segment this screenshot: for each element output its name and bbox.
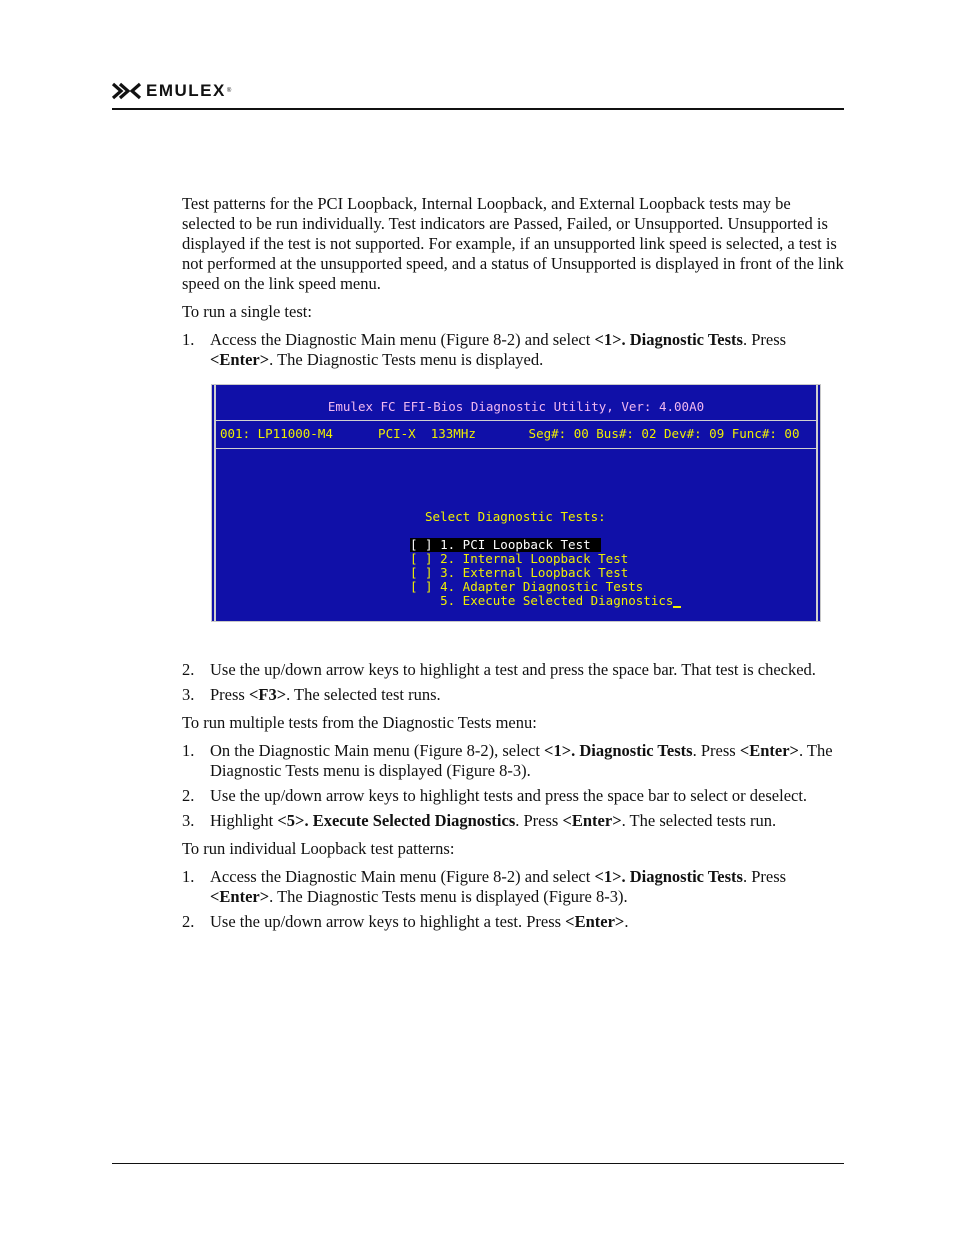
menu-item-internal-loopback[interactable]: [ ] 2. Internal Loopback Test [410,551,629,566]
intro-paragraph: Test patterns for the PCI Loopback, Internal Loopback, and External Loopback tests may be selected to be run individually. Test indicators are Passed, Failed, or Unsupported. Unsupported is displayed if the test is not supported. For example, if an unsupported link speed is selected, a test is not performed at the unsupported speed, and a status of Unsupported is displayed in front of the link speed on the link speed menu. [182,194,844,293]
multiple-tests-step-2 [182,786,844,806]
step-text: . The selected test runs. [286,685,441,704]
step-text: On the Diagnostic Main menu (Figure 8-2), select [210,741,545,760]
step-bold-text: <Enter> [210,887,270,906]
step-bold-text: <F3> [248,685,287,704]
menu-item-adapter-diagnostics[interactable]: [ ] 4. Adapter Diagnostic Tests [410,579,644,594]
step-text: Access the Diagnostic Main menu (Figure 8-2) and select [210,330,595,349]
step-number: 3. [182,811,195,830]
step-number: 1. [182,741,195,760]
multiple-tests-step-1 [182,741,844,781]
step-text: . The Diagnostic Tests menu is displayed (Figure 8-3). [210,741,833,780]
step-text: . Press [742,867,787,886]
step-text: Press [210,685,249,704]
menu-title: Select Diagnostic Tests: [425,509,606,524]
logo-registered-mark: ® [226,88,232,94]
loopback-step-1 [182,867,844,907]
loopback-step-2 [182,912,844,932]
step-bold-text: <Enter> [565,912,625,931]
single-test-step-3 [182,685,844,705]
screen-divider [216,448,816,449]
step-bold-text: <1>. Diagnostic Tests [594,867,743,886]
multiple-tests-step-3 [182,811,844,831]
step-text: . Press [742,330,787,349]
step-bold-text: <5>. Execute Selected Diagnostics [277,811,516,830]
step-text: . Press [515,811,563,830]
menu-item-external-loopback[interactable]: [ ] 3. External Loopback Test [410,565,629,580]
step-text: Use the up/down arrow keys to highlight tests and press the space bar to select or deselect. [210,786,808,805]
step-text: Highlight [210,811,278,830]
step-number: 2. [182,660,195,679]
step-bold-text: <Enter> [210,350,270,369]
footer-rule [112,1163,844,1164]
step-bold-text: <1>. Diagnostic Tests [594,330,743,349]
menu-item-pci-loopback[interactable]: [ ] 1. PCI Loopback Test [410,538,601,552]
step-number: 3. [182,685,195,704]
step-text: . The Diagnostic Tests menu is displayed. [269,350,544,369]
step-text: . Press [692,741,740,760]
logo-text: EMULEX [146,81,226,100]
diagnostic-tests-screenshot [211,384,821,622]
step-text: . The selected tests run. [621,811,777,830]
step-bold-text: <Enter> [739,741,799,760]
step-text: Access the Diagnostic Main menu (Figure 8-2) and select [210,867,595,886]
step-bold-text: <1>. Diagnostic Tests [544,741,693,760]
header-rule [112,108,844,110]
main-content [182,194,844,937]
step-text: . The Diagnostic Tests menu is displayed (Figure 8-3). [269,887,628,906]
step-number: 1. [182,330,195,349]
screen-frame-right [816,385,818,621]
step-number: 1. [182,867,195,886]
page-header [112,78,844,110]
screen-divider [216,420,816,421]
screen-title: Emulex FC EFI-Bios Diagnostic Utility, Ver: 4.00A0 [327,399,705,414]
step-text: . [624,912,629,931]
single-test-heading: To run a single test: [182,302,312,321]
step-bold-text: <Enter> [562,811,622,830]
menu-item-label: 5. Execute Selected Diagnostics [410,593,674,608]
single-test-step-1 [182,330,844,370]
step-number: 2. [182,786,195,805]
multiple-tests-heading: To run multiple tests from the Diagnostic Tests menu: [182,713,537,732]
text-cursor [673,606,681,608]
step-text: Use the up/down arrow keys to highlight a test. Press [210,912,566,931]
emulex-mark-icon [112,82,142,100]
loopback-patterns-heading: To run individual Loopback test patterns: [182,839,455,858]
step-text: Use the up/down arrow keys to highlight a test and press the space bar. That test is checked. [210,660,816,679]
step-number: 2. [182,912,195,931]
adapter-info-line: 001: LP11000-M4 PCI-X 133MHz Seg#: 00 Bus#: 02 Dev#: 09 Func#: 00 [220,426,800,441]
menu-item-execute-selected[interactable] [410,594,681,608]
single-test-step-2 [182,660,844,680]
emulex-logo [112,80,231,102]
